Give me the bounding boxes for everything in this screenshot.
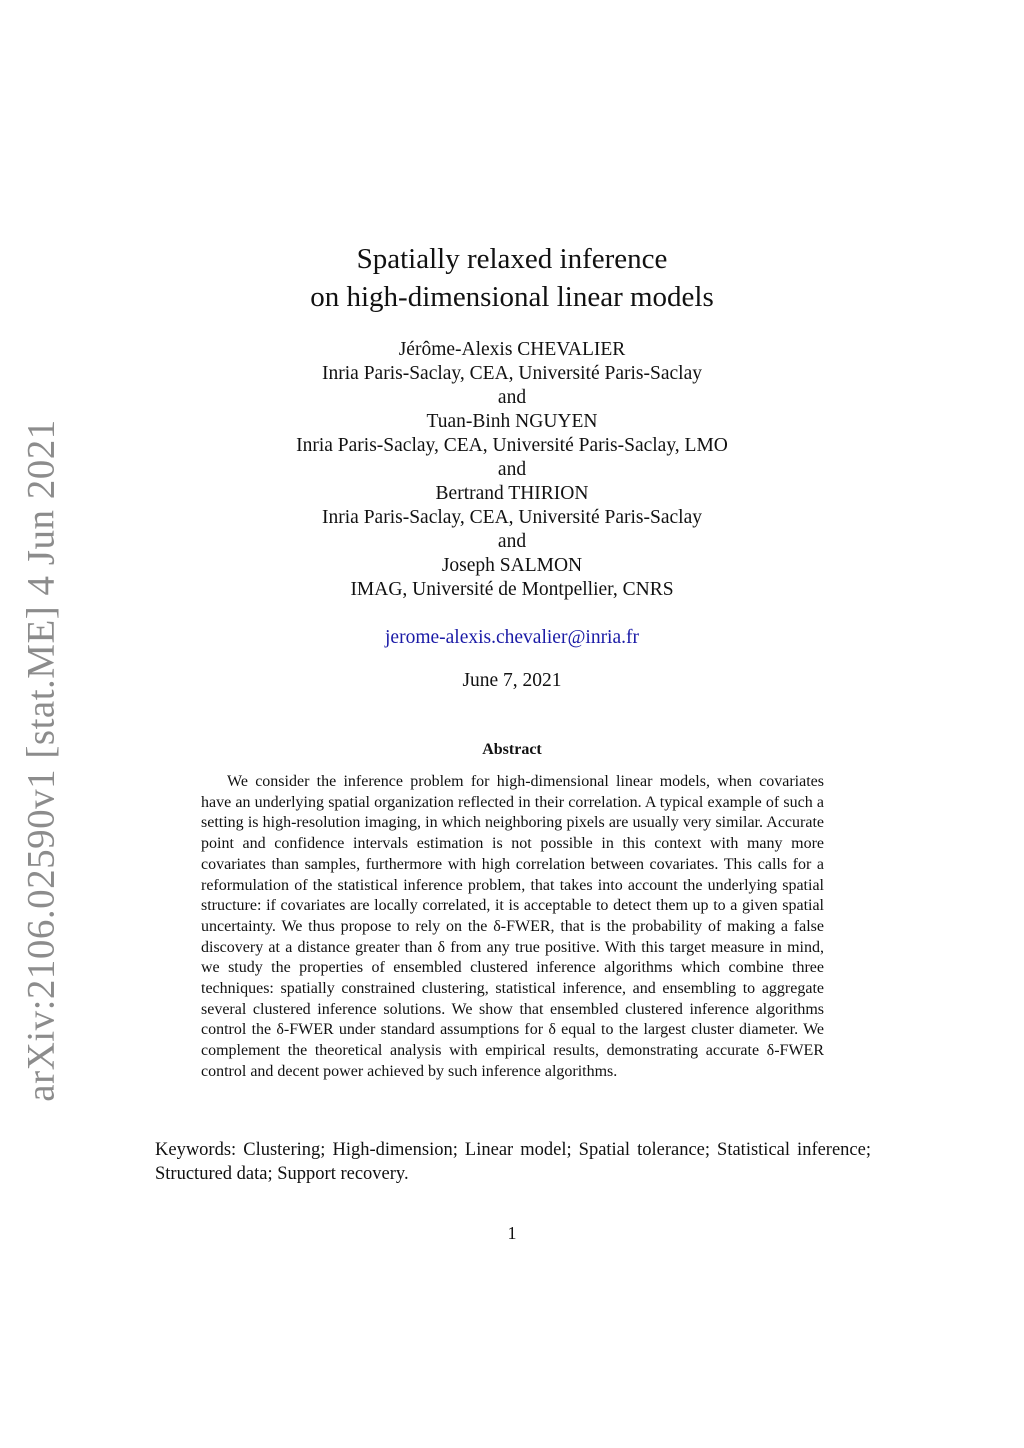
- author-name: Bertrand THIRION: [435, 483, 589, 504]
- author-separator: and: [497, 531, 527, 552]
- author-separator: and: [497, 387, 527, 408]
- publication-date: June 7, 2021: [462, 670, 562, 691]
- paper-title: [0, 240, 1024, 316]
- contact-email-link[interactable]: jerome-alexis.chevalier@inria.fr: [385, 627, 639, 648]
- author-affiliation: IMAG, Université de Montpellier, CNRS: [350, 579, 674, 600]
- abstract-text: We consider the inference problem for high-dimensional linear models, when covariates have an underlying spatial organization reflected in their correlation. A typical example of such a setting is high-resolution imaging, in which neighboring pixels are usually very similar. Accurate point and confidence intervals estimation is not possible in this context with many more covariates than samples, furthermore with high correlation between covariates. This calls for a reformulation of the statistical inference problem, that takes into account the underlying spatial structure: if covariates are locally correlated, it is acceptable to detect them up to a given spatial uncertainty. We thus propose to rely on the δ-FWER, that is the probability of making a false discovery at a distance greater than δ from any true positive. With this target measure in mind, we study the properties of ensembled clustered inference algorithms which combine three techniques: spatially constrained clustering, statistical inference, and ensembling to aggregate several clustered inference solutions. We show that ensembled clustered inference algorithms control the δ-FWER under standard assumptions for δ equal to the largest cluster diameter. We complement the theoretical analysis with empirical results, demonstrating accurate δ-FWER control and decent power achieved by such inference algorithms.: [201, 773, 824, 1080]
- arxiv-stamp-text: arXiv:2106.02590v1 [stat.ME] 4 Jun 2021: [19, 418, 63, 1102]
- title-line-2: on high-dimensional linear models: [310, 281, 714, 313]
- author-affiliation: Inria Paris-Saclay, CEA, Université Paris-Saclay: [322, 507, 702, 528]
- author-name: Tuan-Binh NGUYEN: [426, 411, 598, 432]
- author-affiliation: Inria Paris-Saclay, CEA, Université Paris-Saclay: [322, 363, 702, 384]
- author-separator: and: [497, 459, 527, 480]
- author-name: Jérôme-Alexis CHEVALIER: [398, 339, 626, 360]
- author-block: [0, 338, 1024, 602]
- keywords: Keywords: Clustering; High-dimension; Linear model; Spatial tolerance; Statistical inference; Structured data; Support recovery.: [155, 1140, 871, 1184]
- author-affiliation: Inria Paris-Saclay, CEA, Université Paris-Saclay, LMO: [296, 435, 728, 456]
- page-number: 1: [507, 1223, 517, 1243]
- title-line-1: Spatially relaxed inference: [356, 243, 668, 275]
- abstract-heading: Abstract: [482, 741, 542, 758]
- author-name: Joseph SALMON: [441, 555, 583, 576]
